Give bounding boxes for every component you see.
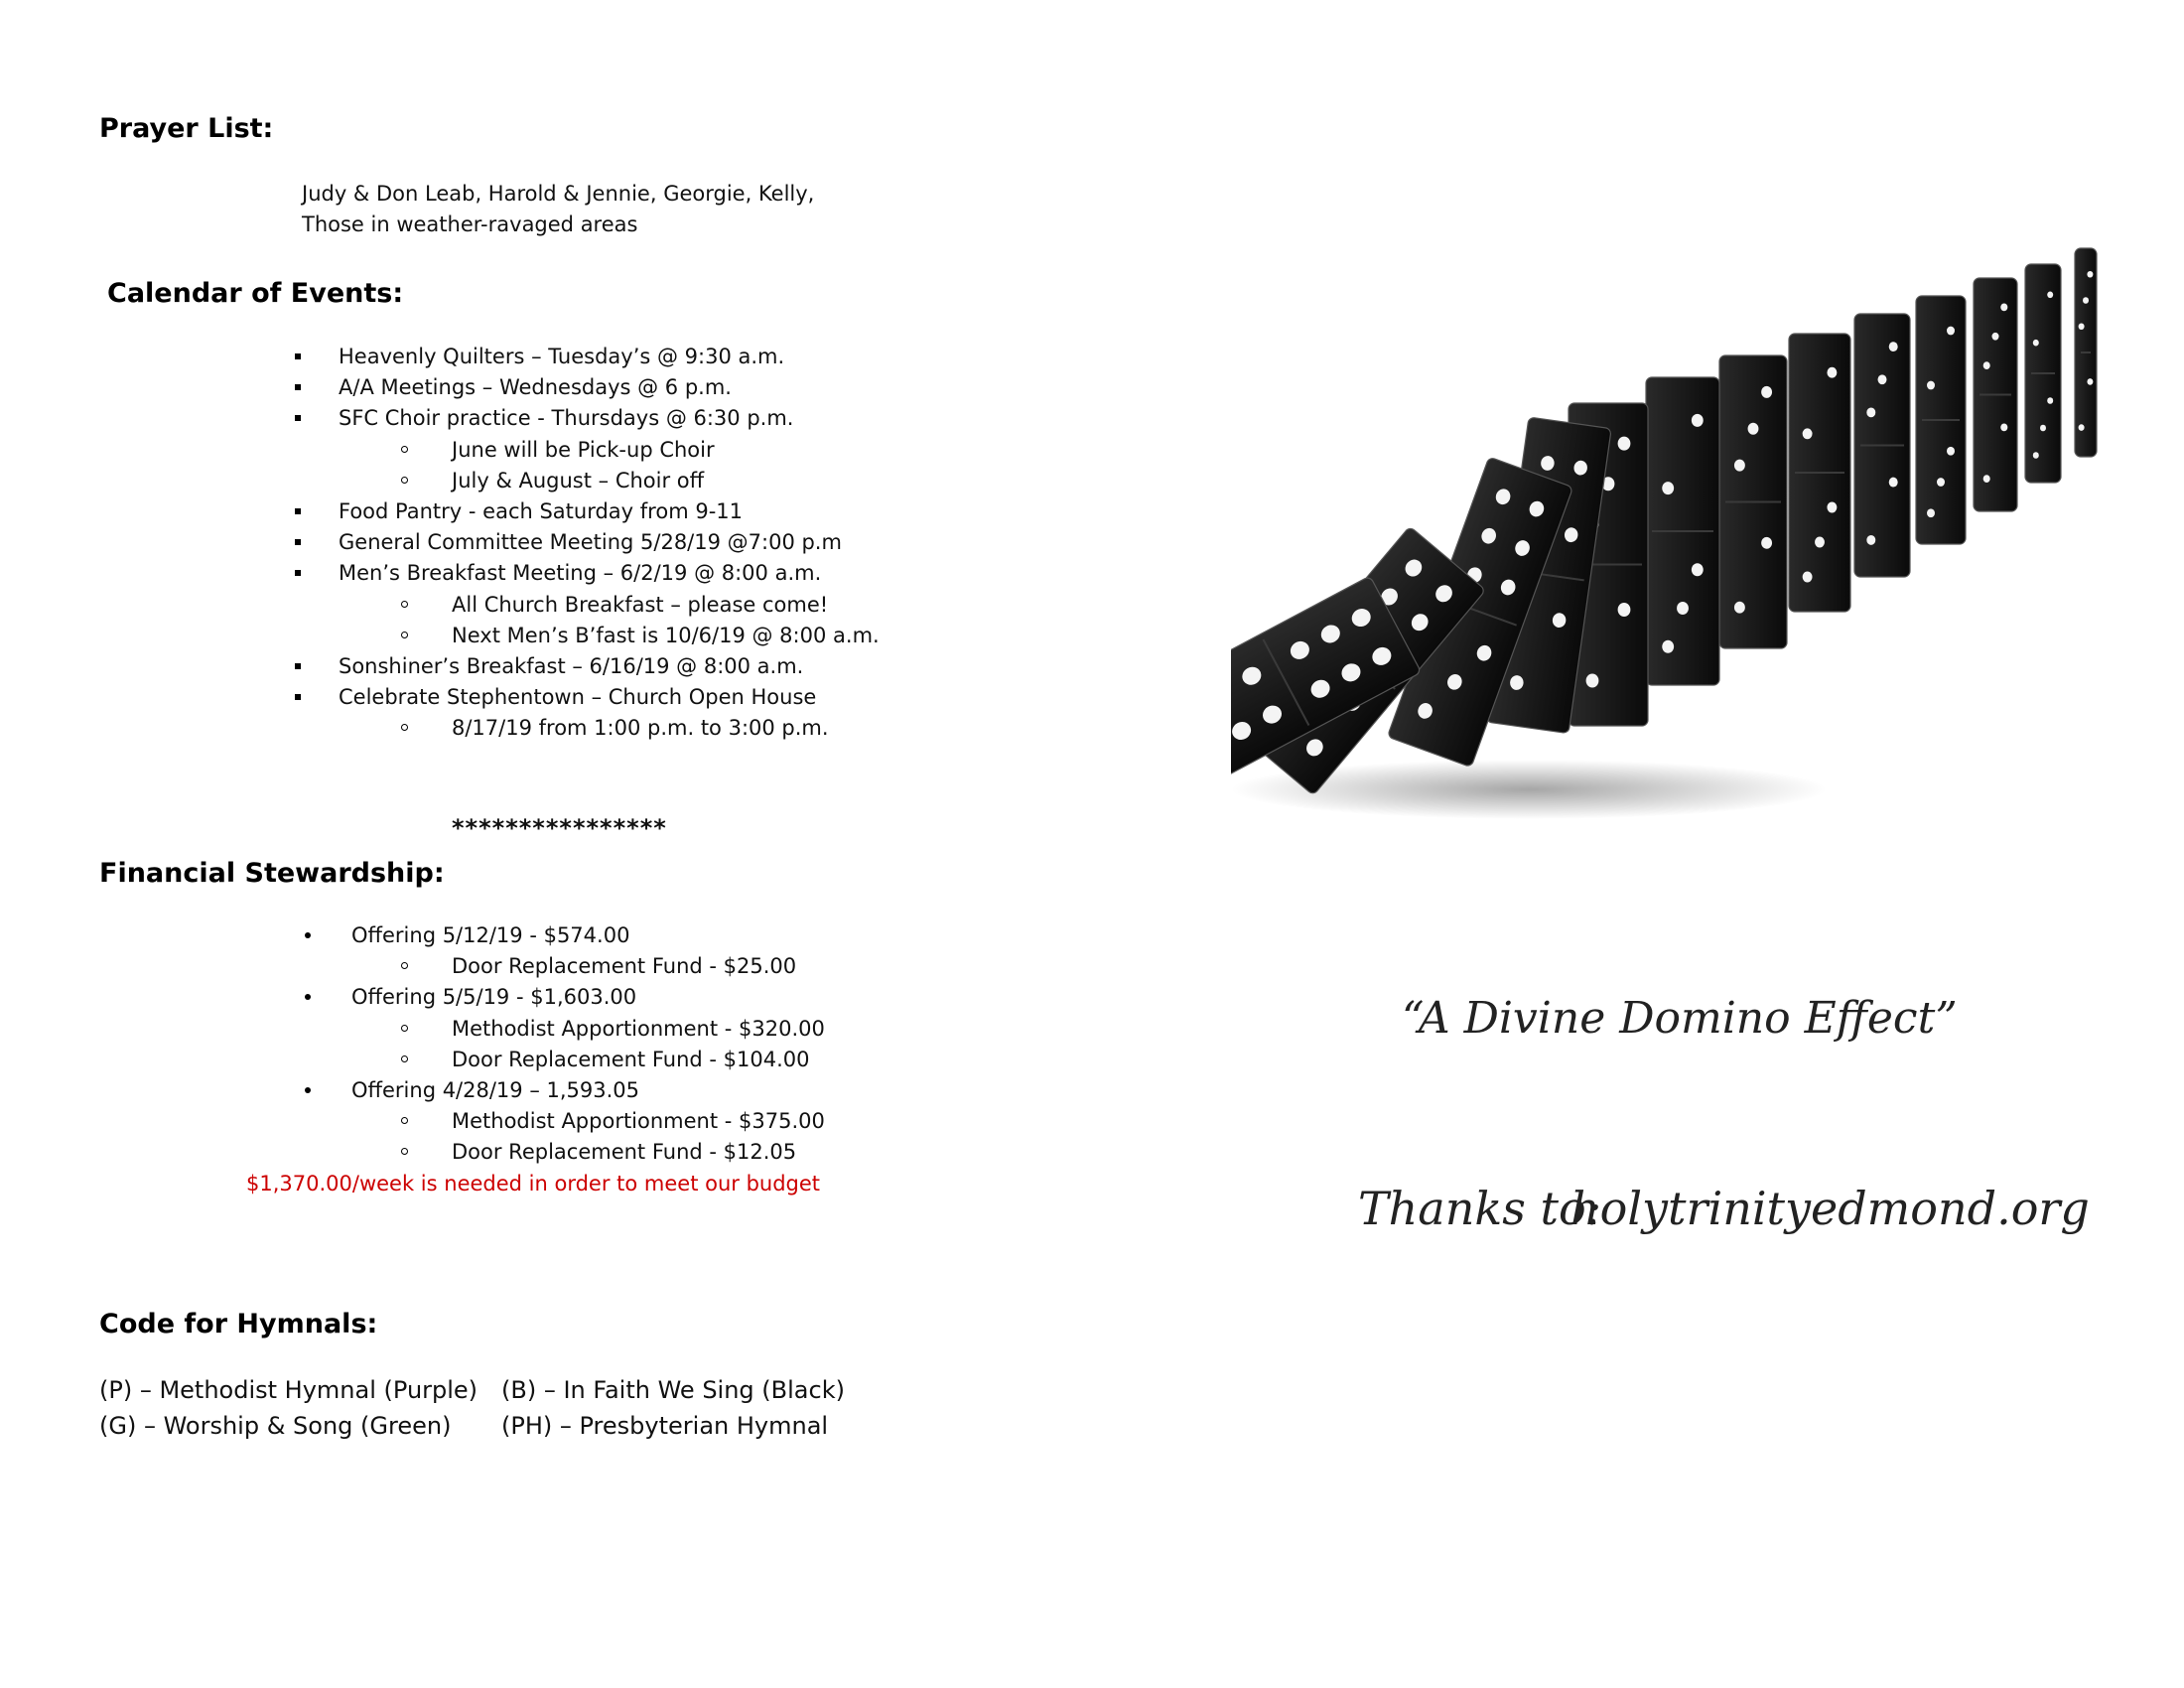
domino-tile [2075, 248, 2097, 457]
hymnal-code: (PH) – Presbyterian Hymnal [501, 1412, 829, 1440]
domino-tile [1789, 334, 1850, 612]
domino-pip [2079, 323, 2085, 330]
domino-pip [2087, 271, 2093, 278]
list-item: Next Men’s B’fast is 10/6/19 @ 8:00 a.m. [339, 621, 880, 651]
domino-pip [1827, 367, 1837, 378]
domino-pip [1803, 572, 1813, 583]
square-bullet-icon [295, 663, 301, 669]
domino-pip [2040, 425, 2046, 432]
square-bullet-icon [295, 694, 301, 700]
circle-bullet-icon [401, 1025, 408, 1032]
hymnal-code: (G) – Worship & Song (Green) [99, 1412, 452, 1440]
domino-pip [1692, 414, 1704, 427]
prayer-list-line: Those in weather-ravaged areas [302, 212, 638, 236]
square-bullet-icon [295, 508, 301, 514]
domino-tile [1719, 355, 1787, 648]
separator-stars: **************** [452, 814, 667, 842]
list-item: Methodist Apportionment - $375.00 [351, 1106, 825, 1137]
square-bullet-icon [295, 415, 301, 421]
domino-pip [1983, 475, 1990, 483]
domino-pip [1927, 381, 1935, 390]
domino-pip [1866, 407, 1875, 417]
domino-pip [1983, 361, 1990, 369]
domino-pip [2047, 292, 2053, 299]
domino-pip [1677, 602, 1689, 615]
artwork-title: “A Divine Domino Effect” [1402, 993, 1958, 1044]
dominoes-image [1231, 238, 2105, 834]
domino-pip [2000, 424, 2007, 432]
credit-site: holytrinityedmond.org [1570, 1182, 2090, 1235]
domino-tile [1854, 314, 1910, 577]
list-item: Offering 5/12/19 - $574.00 [351, 920, 825, 951]
circle-bullet-icon [401, 601, 408, 608]
list-item: General Committee Meeting 5/28/19 @7:00 p.m [339, 527, 880, 558]
financial-heading: Financial Stewardship: [99, 858, 445, 889]
hymnals-heading: Code for Hymnals: [99, 1309, 378, 1339]
fallen-dominoes [1231, 417, 1611, 795]
list-item: Sonshiner’s Breakfast – 6/16/19 @ 8:00 a.m. [339, 651, 880, 682]
list-item: Offering 5/5/19 - $1,603.00 [351, 982, 825, 1013]
domino-pip [1937, 478, 1945, 487]
domino-tile [1916, 296, 1966, 544]
domino-pip [2087, 378, 2093, 385]
domino-pip [1889, 478, 1898, 488]
list-item: Offering 4/28/19 – 1,593.05 [351, 1075, 825, 1106]
domino-pip [1827, 502, 1837, 513]
circle-bullet-icon [401, 1055, 408, 1062]
list-item: 8/17/19 from 1:00 p.m. to 3:00 p.m. [339, 713, 880, 744]
domino-pip [1662, 482, 1674, 494]
domino-pip [1761, 386, 1772, 398]
list-item: Door Replacement Fund - $12.05 [351, 1137, 825, 1168]
domino-pip [1947, 327, 1955, 336]
circle-bullet-icon [401, 724, 408, 731]
list-item: Methodist Apportionment - $320.00 [351, 1014, 825, 1045]
domino-pip [1734, 602, 1745, 614]
list-item: July & August – Choir off [339, 466, 880, 496]
domino-tile [1646, 377, 1719, 685]
domino-pip [1947, 447, 1955, 456]
domino-pip [1662, 640, 1674, 653]
square-bullet-icon [295, 539, 301, 545]
list-item: Heavenly Quilters – Tuesday’s @ 9:30 a.m. [339, 342, 880, 372]
prayer-list-heading: Prayer List: [99, 113, 274, 144]
domino-pip [2083, 297, 2089, 304]
list-item: Food Pantry - each Saturday from 9-11 [339, 496, 880, 527]
list-item: Celebrate Stephentown – Church Open House [339, 682, 880, 713]
domino-pip [1586, 673, 1599, 687]
domino-pip [1991, 333, 1998, 341]
prayer-list-line: Judy & Don Leab, Harold & Jennie, Georgie, Kelly, [302, 182, 815, 206]
circle-bullet-icon [401, 632, 408, 638]
dot-bullet-icon [305, 932, 311, 938]
calendar-list [339, 342, 880, 745]
calendar-heading: Calendar of Events: [107, 278, 404, 309]
domino-pip [1618, 603, 1631, 617]
domino-tile [2025, 264, 2061, 483]
credit-label: Thanks to: [1358, 1182, 1602, 1235]
domino-pip [1878, 374, 1887, 384]
list-item: A/A Meetings – Wednesdays @ 6 p.m. [339, 372, 880, 403]
domino-pip [1761, 537, 1772, 549]
domino-pip [1927, 508, 1935, 517]
hymnal-code: (P) – Methodist Hymnal (Purple) [99, 1376, 478, 1404]
domino-pip [2033, 340, 2039, 347]
domino-pip [1803, 428, 1813, 439]
list-item: Men’s Breakfast Meeting – 6/2/19 @ 8:00 a.m. [339, 558, 880, 589]
circle-bullet-icon [401, 477, 408, 484]
domino-pip [2000, 304, 2007, 312]
budget-note: $1,370.00/week is needed in order to meet our budget [246, 1172, 821, 1196]
hymnal-code: (B) – In Faith We Sing (Black) [501, 1376, 845, 1404]
circle-bullet-icon [401, 1148, 408, 1155]
circle-bullet-icon [401, 446, 408, 453]
dot-bullet-icon [305, 994, 311, 1000]
domino-pip [1734, 460, 1745, 472]
domino-pip [2079, 424, 2085, 431]
square-bullet-icon [295, 353, 301, 359]
list-item: June will be Pick-up Choir [339, 435, 880, 466]
circle-bullet-icon [401, 1117, 408, 1124]
square-bullet-icon [295, 384, 301, 390]
domino-pip [2047, 397, 2053, 404]
list-item: Door Replacement Fund - $104.00 [351, 1045, 825, 1075]
domino-pip [2033, 452, 2039, 459]
domino-pip [1866, 535, 1875, 545]
list-item: Door Replacement Fund - $25.00 [351, 951, 825, 982]
financial-list [351, 920, 825, 1169]
list-item: All Church Breakfast – please come! [339, 590, 880, 621]
domino-pip [1889, 342, 1898, 352]
circle-bullet-icon [401, 962, 408, 969]
domino-pip [1748, 423, 1759, 435]
domino-pip [1692, 563, 1704, 576]
domino-pip [1815, 537, 1825, 548]
list-item: SFC Choir practice - Thursdays @ 6:30 p.m. [339, 403, 880, 434]
domino-tile [1974, 278, 2017, 511]
domino-pip [1618, 437, 1631, 451]
dot-bullet-icon [305, 1087, 311, 1093]
square-bullet-icon [295, 570, 301, 576]
standing-dominoes [1569, 248, 2097, 726]
